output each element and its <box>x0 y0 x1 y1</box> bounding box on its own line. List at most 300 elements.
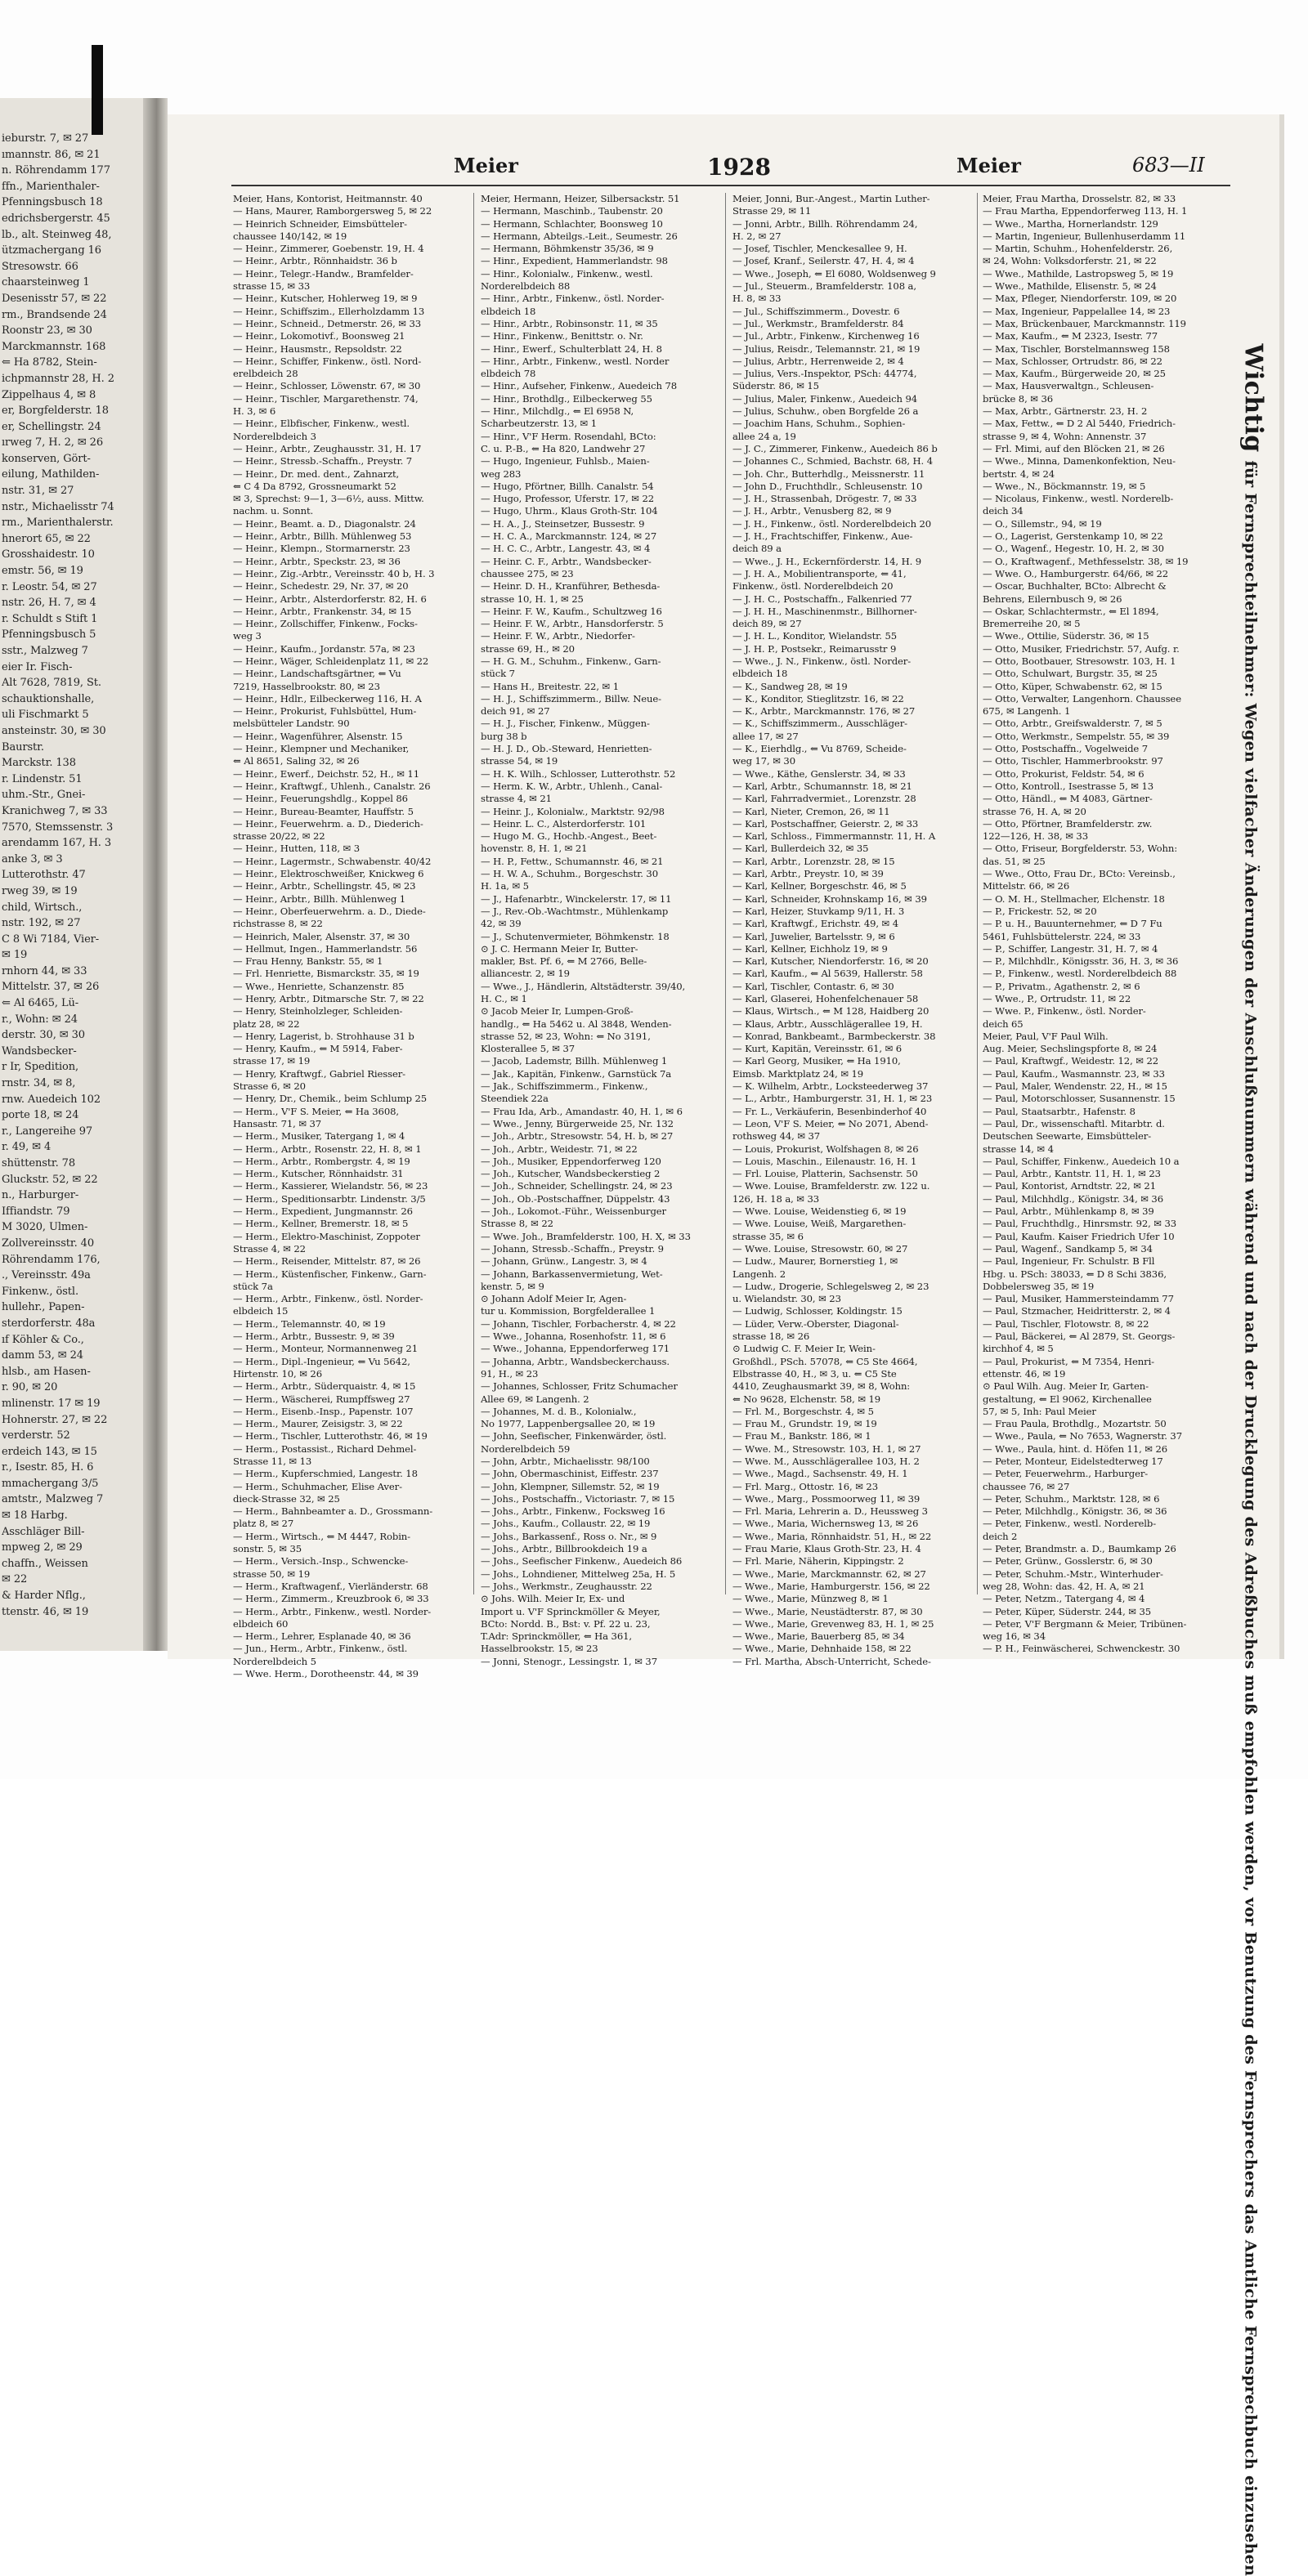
directory-entry-line: — Heinr., Hdlr., Eilbeckerweg 116, H. A <box>233 692 422 704</box>
left-page-line: Finkenw., östl. <box>2 1285 78 1298</box>
left-page-line: ichpmannstr 28, H. 2 <box>2 372 114 385</box>
left-page-line: Desenisstr 57, ✉ 22 <box>2 292 107 305</box>
directory-entry-line: — K., Eierhdlg., ⇐ Vu 8769, Scheide- <box>732 743 907 755</box>
directory-entry-line: — H. J. D., Ob.-Steward, Henrietten- <box>481 743 652 755</box>
directory-entry-line: 57, ✉ 5, Inh: Paul Meier <box>983 1405 1096 1417</box>
directory-entry-line: — Herm., Versich.-Insp., Schwencke- <box>233 1555 409 1568</box>
directory-entry-line: Bremerreihe 20, ✉ 5 <box>983 618 1081 630</box>
directory-entry-line: ⇐ Al 8651, Saling 32, ✉ 26 <box>233 755 360 767</box>
directory-entry-line: — Jul., Schiffszimmerm., Dovestr. 6 <box>732 305 900 317</box>
directory-entry-line: — Herm., V'F S. Meier, ⇐ Ha 3608, <box>233 1105 399 1117</box>
directory-entry-line: — Heinr., Kaufm., Jordanstr. 57a, ✉ 23 <box>233 642 415 655</box>
directory-entry-line: — Max, Arbtr., Gärtnerstr. 23, H. 2 <box>983 405 1148 418</box>
directory-entry-line: — Heinr., Telegr.-Handw., Bramfelder- <box>233 267 414 280</box>
directory-entry-line: — Herm., Wirtsch., ⇐ M 4447, Robin- <box>233 1530 410 1542</box>
directory-entry-line: — Herm., Kellner, Bremerstr. 18, ✉ 5 <box>233 1218 409 1230</box>
directory-entry-line: — Max, Schlosser, Ortrudstr. 86, ✉ 22 <box>983 355 1162 367</box>
left-page-line: er, Borgfelderstr. 18 <box>2 405 109 418</box>
directory-entry-line: — Wwe., Joseph, ⇐ El 6080, Woldsenweg 9 <box>732 267 936 280</box>
directory-entry-line: — Frl. Marg., Ottostr. 16, ✉ 23 <box>732 1480 878 1492</box>
directory-entry-line: — Joh., Arbtr., Stresowstr. 54, H. b, ✉ 27 <box>481 1130 674 1143</box>
directory-entry-line: — J., Schutenvermieter, Böhmkenstr. 18 <box>481 930 670 942</box>
directory-entry-line: strasse 50, ✉ 19 <box>233 1568 311 1580</box>
directory-entry-line: u. Wielandstr. 30, ✉ 23 <box>732 1293 841 1305</box>
directory-entry-line: erelbdeich 28 <box>233 368 298 380</box>
directory-entry-line: — Klaus, Wirtsch., ⇐ M 128, Haidberg 20 <box>732 1005 929 1017</box>
directory-entry-line: — Henry, Lagerist, b. Strohhause 31 b <box>233 1030 414 1042</box>
left-page-line: Zippelhaus 4, ✉ 8 <box>2 388 96 401</box>
left-page-line: verderstr. 52 <box>2 1429 70 1442</box>
directory-entry-line: — Frl. M., Borgeschstr. 4, ✉ 5 <box>732 1405 874 1417</box>
left-page-line: Baurstr. <box>2 740 44 754</box>
directory-entry-line: — Karl, Arbtr., Preystr. 10, ✉ 39 <box>732 868 884 880</box>
directory-entry-line: strasse 14, ✉ 4 <box>983 1143 1054 1155</box>
directory-entry-line: — Paul, Maler, Wendenstr. 22, H., ✉ 15 <box>983 1080 1167 1093</box>
directory-entry-line: — Otto, Friseur, Borgfelderstr. 53, Wohn: <box>983 843 1178 855</box>
directory-entry-line: — Herm., Dipl.-Ingenieur, ⇐ Vu 5642, <box>233 1355 410 1367</box>
directory-entry-line: — Peter, Brandmstr. a. D., Baumkamp 26 <box>983 1543 1176 1555</box>
directory-entry-line: Hansastr. 71, ✉ 37 <box>233 1117 322 1129</box>
directory-entry-line: nachm. u. Sonnt. <box>233 505 314 517</box>
left-page-line: ützmachergang 16 <box>2 244 101 257</box>
directory-entry-line: — P., Milchhdlr., Königsstr. 36, H. 3, ✉ 36 <box>983 955 1179 968</box>
directory-entry-line: 42, ✉ 39 <box>481 918 522 930</box>
left-page-line: n. Röhrendamm 177 <box>2 164 110 177</box>
directory-entry-line: — Frl. Mimi, auf den Blöcken 21, ✉ 26 <box>983 442 1165 454</box>
left-page-line: & Harder Nflg., <box>2 1590 86 1603</box>
directory-entry-line: — J., Hafenarbtr., Winckelerstr. 17, ✉ 11 <box>481 892 672 905</box>
directory-entry-line: — Max, Brückenbauer, Marckmannstr. 119 <box>983 317 1186 329</box>
directory-entry-line: deich 91, ✉ 27 <box>481 705 550 718</box>
directory-entry-line: — Joh., Lokomot.-Führ., Weissenburger <box>481 1205 666 1218</box>
left-page-line: Wandsbecker- <box>2 1044 77 1058</box>
left-page-line: ffn., Marienthaler- <box>2 180 100 193</box>
column-divider <box>977 193 978 1594</box>
directory-entry-line: — Heinrich, Maler, Alsenstr. 37, ✉ 30 <box>233 930 410 942</box>
directory-entry-line: stück 7a <box>233 1280 273 1292</box>
left-page-line: shüttenstr. 78 <box>2 1157 76 1169</box>
directory-entry-line: — Jak., Schiffszimmerm., Finkenw., <box>481 1080 648 1093</box>
directory-entry-line: — Kurt, Kapitän, Vereinsstr. 61, ✉ 6 <box>732 1043 903 1055</box>
directory-entry-line: — Herm., Kassierer, Wielandstr. 56, ✉ 23 <box>233 1180 428 1192</box>
left-page-line: chaarsteinweg 1 <box>2 276 90 289</box>
directory-entry-line: Süderstr. 86, ✉ 15 <box>732 380 819 392</box>
directory-entry-line: — K. Wilhelm, Arbtr., Locksteederweg 37 <box>732 1080 929 1093</box>
directory-entry-line: — Peter, Schuhm., Marktstr. 128, ✉ 6 <box>983 1492 1160 1505</box>
directory-entry-line: — Heinr., Kraftwgf., Uhlenh., Canalstr. 26 <box>233 780 431 792</box>
directory-entry-line: — Heinr., Arbtr., Schellingstr. 45, ✉ 23 <box>233 880 416 892</box>
directory-entry-line: — Otto, Musiker, Friedrichstr. 57, Aufg. r. <box>983 642 1180 655</box>
directory-entry-line: — Wwe., Henriette, Schanzenstr. 85 <box>233 980 405 992</box>
directory-entry-line: No 1977, Lappenbergsallee 20, ✉ 19 <box>481 1418 656 1430</box>
directory-entry-line: — Peter, Monteur, Eidelstedterweg 17 <box>983 1455 1163 1467</box>
directory-entry-line: — Johannes C., Schmied, Bachstr. 68, H. 4 <box>732 455 934 467</box>
directory-entry-line: — Wwe. Louise, Stresowstr. 60, ✉ 27 <box>732 1242 908 1254</box>
directory-entry-line: — Hugo, Professor, Uferstr. 17, ✉ 22 <box>481 493 655 505</box>
directory-entry-line: — Heinr., Lagermstr., Schwabenstr. 40/42 <box>233 855 432 867</box>
directory-entry-line: — Wwe. Louise, Weidenstieg 6, ✉ 19 <box>732 1205 907 1218</box>
directory-entry-line: — Hinr., Kolonialw., Finkenw., westl. <box>481 267 653 280</box>
directory-entry-line: — Wwe., Maria, Wichernsweg 13, ✉ 26 <box>732 1518 919 1530</box>
left-page-line: Marckstr. 138 <box>2 757 76 770</box>
left-page-line: konserven, Gört- <box>2 452 91 465</box>
directory-entry-line: — Hugo, Ingenieur, Fuhlsb., Maien- <box>481 455 650 467</box>
directory-entry-line: — Otto, Arbtr., Greifswalderstr. 7, ✉ 5 <box>983 718 1162 730</box>
left-page-line: emstr. 56, ✉ 19 <box>2 565 83 578</box>
left-page-line: ttenstr. 46, ✉ 19 <box>2 1605 89 1618</box>
directory-entry-line: — Heinr., Hausmstr., Repsoldstr. 22 <box>233 342 402 355</box>
directory-entry-line: — Johannes, Schlosser, Fritz Schumacher <box>481 1380 678 1393</box>
directory-entry-line: — Heinr., Schneid., Detmerstr. 26, ✉ 33 <box>233 317 422 329</box>
left-page-fragment <box>0 98 143 1651</box>
directory-entry-line: — Paul, Musiker, Hammersteindamm 77 <box>983 1293 1174 1305</box>
directory-entry-line: — Heinr., Zollschiffer, Finkenw., Focks- <box>233 618 418 630</box>
left-page-line: eilung, Mathilden- <box>2 468 100 481</box>
left-page-line: ., Vereinsstr. 49a <box>2 1269 91 1282</box>
column-divider <box>725 193 726 1594</box>
directory-entry-line: — J. H. C., Postschaffn., Falkenried 77 <box>732 593 912 605</box>
directory-entry-line: — Wwe. Joh., Bramfelderstr. 100, H. X, ✉ 33 <box>481 1230 691 1242</box>
directory-entry-line: — Joh., Kutscher, Wandsbeckerstieg 2 <box>481 1168 661 1180</box>
page-number: 683—II <box>1132 154 1205 177</box>
directory-entry-line: strasse 35, ✉ 6 <box>732 1230 804 1242</box>
directory-entry-line: Meier, Hermann, Heizer, Silbersackstr. 51 <box>481 193 680 204</box>
directory-entry-line: 126, H. 18 a, ✉ 33 <box>732 1192 820 1205</box>
directory-entry-line: — Johs., Kaufm., Collaustr. 22, ✉ 19 <box>481 1518 651 1530</box>
directory-entry-line: BCto: Nordd. B., Bst: v. Pf. 22 u. 23, <box>481 1617 651 1630</box>
directory-entry-line: — K., Arbtr., Marckmannstr. 176, ✉ 27 <box>732 705 916 718</box>
left-page-column <box>2 131 141 1620</box>
directory-entry-line: — John, Arbtr., Michaelisstr. 98/100 <box>481 1455 650 1467</box>
directory-entry-line: — Wwe. M., Ausschlägerallee 103, H. 2 <box>732 1455 920 1467</box>
directory-entry-line: — Heinr., Schiffszim., Ellerholzdamm 13 <box>233 305 425 317</box>
directory-entry-line: strasse 15, ✉ 33 <box>233 280 311 293</box>
directory-entry-line: — Herm., Musiker, Tatergang 1, ✉ 4 <box>233 1130 405 1143</box>
directory-entry-line: — Karl, Kraftwgf., Erichstr. 49, ✉ 4 <box>732 918 899 930</box>
directory-entry-line: — Johs., Arbtr., Finkenw., Focksweg 16 <box>481 1505 665 1518</box>
directory-entry-line: — Henry, Kaufm., ⇐ M 5914, Faber- <box>233 1043 403 1055</box>
directory-entry-line: — Johs., Seefischer Finkenw., Auedeich 86 <box>481 1555 683 1568</box>
directory-entry-line: elbdeich 78 <box>481 368 536 380</box>
directory-entry-line: — J. H., Strassenbah, Drögestr. 7, ✉ 33 <box>732 493 917 505</box>
directory-entry-line: ⊙ J. C. Hermann Meier Ir, Butter- <box>481 942 638 955</box>
directory-entry-line: — Herm., Arbtr., Rombergstr. 4, ✉ 19 <box>233 1155 410 1167</box>
directory-entry-line: — Max, Fettw., ⇐ D 2 Al 5440, Friedrich- <box>983 418 1176 430</box>
directory-entry-line: — Max, Hausverwaltgn., Schleusen- <box>983 380 1154 392</box>
left-page-line: r., Wohn: ✉ 24 <box>2 1013 78 1026</box>
directory-entry-line: — Oskar, Schlachtermstr., ⇐ El 1894, <box>983 605 1159 617</box>
directory-entry-line: — Herm., Postassist., Richard Dehmel- <box>233 1442 417 1455</box>
directory-entry-line: — Frl. Henriette, Bismarckstr. 35, ✉ 19 <box>233 968 419 980</box>
directory-entry-line: — Johs., Lohndiener, Mittelweg 25a, H. 5 <box>481 1568 676 1580</box>
directory-entry-line: — H. J., Fischer, Finkenw., Müggen- <box>481 718 650 730</box>
directory-entry-line: — Karl, Arbtr., Lorenzstr. 28, ✉ 15 <box>732 855 895 867</box>
directory-entry-line: 5461, Fuhlsbüttelerstr. 224, ✉ 33 <box>983 930 1141 942</box>
directory-entry-line: — Karl, Schloss., Fimmermannstr. 11, H. A <box>732 830 936 843</box>
directory-entry-line: — Wwe., Jenny, Bürgerweide 25, Nr. 132 <box>481 1117 674 1129</box>
left-page-line: ⇐ Al 6465, Lü- <box>2 997 79 1010</box>
directory-entry-line: Norderelbdeich 5 <box>233 1655 316 1667</box>
directory-entry-line: — Paul, Staatsarbtr., Hafenstr. 8 <box>983 1105 1136 1117</box>
directory-entry-line: strasse 17, ✉ 19 <box>233 1055 311 1067</box>
left-page-line: nstr. 31, ✉ 27 <box>2 485 74 498</box>
left-page-line: arendamm 167, H. 3 <box>2 837 112 850</box>
directory-entry-line: — Karl, Tischler, Contastr. 6, ✉ 30 <box>732 980 894 992</box>
directory-entry-line: — Wwe., Minna, Damenkonfektion, Neu- <box>983 455 1176 467</box>
directory-entry-line: — H. J., Schiffszimmerm., Billw. Neue- <box>481 692 661 704</box>
directory-entry-line: — Wwe., Marie, Marckmannstr. 62, ✉ 27 <box>732 1568 926 1580</box>
directory-entry-line: — Wwe. Louise, Bramfelderstr. zw. 122 u. <box>732 1180 930 1192</box>
directory-entry-line: — L., Arbtr., Hamburgerstr. 31, H. 1, ✉ 23 <box>732 1093 933 1105</box>
left-page-line: eier Ir. Fisch- <box>2 660 73 673</box>
directory-entry-line: — Paul, Arbtr., Mühlenkamp 8, ✉ 39 <box>983 1205 1154 1218</box>
directory-entry-line: gestaltung, ⇐ El 9062, Kirchenallee <box>983 1393 1152 1405</box>
directory-entry-line: elbdeich 60 <box>233 1617 289 1630</box>
left-page-line: r., Isestr. 85, H. 6 <box>2 1461 94 1474</box>
directory-entry-line: ⇐ C 4 Da 8792, Grossneumarkt 52 <box>233 480 396 492</box>
directory-entry-line: — Heinr., Elektroschweißer, Knickweg 6 <box>233 868 424 880</box>
directory-entry-line: Eimsb. Marktplatz 24, ✉ 19 <box>732 1067 864 1080</box>
left-page-line: sterdorferstr. 48a <box>2 1317 96 1330</box>
directory-entry-line: — Heinr., Hutten, 118, ✉ 3 <box>233 843 361 855</box>
directory-entry-line: — Hinr., Arbtr., Finkenw., westl. Norder <box>481 355 670 367</box>
left-page-line: mmachergang 3/5 <box>2 1477 99 1490</box>
directory-entry-line: ⊙ Johs. Wilh. Meier Ir, Ex- und <box>481 1593 625 1605</box>
directory-entry-line: Strasse 29, ✉ 11 <box>732 205 812 217</box>
directory-entry-line: — Louis, Maschin., Eilenaustr. 16, H. 1 <box>732 1155 917 1167</box>
directory-entry-line: — Herm., Monteur, Normannenweg 21 <box>233 1343 418 1355</box>
left-page-line: r. 49, ✉ 4 <box>2 1141 52 1154</box>
directory-entry-line: weg 283 <box>481 467 522 480</box>
directory-entry-line: — Heinrich Schneider, Eimsbütteler- <box>233 217 407 230</box>
left-page-line: Zollvereinsstr. 40 <box>2 1237 95 1250</box>
directory-entry-line: — Herm., Arbtr., Rosenstr. 22, H. 8, ✉ 1 <box>233 1143 422 1155</box>
directory-entry-line: — P., Finkenw., westl. Norderelbdeich 88 <box>983 968 1177 980</box>
side-notice-body: für Fernsprechteilnehmer: Wegen vielfacher Änderungen der Anschlußnummern während und nach der Drucklegung des Adreßbuches muß empfohlen werden, vor Benutzung des Fernsprechers das Amtliche Fernsprechbuch einzusehen <box>1241 460 1260 2576</box>
directory-entry-line: — Hellmut, Ingen., Hammerlandstr. 56 <box>233 942 418 955</box>
directory-entry-line: — Herm., Arbtr., Finkenw., westl. Norder- <box>233 1605 432 1617</box>
directory-entry-line: chaussee 76, ✉ 27 <box>983 1480 1070 1492</box>
directory-entry-line: — Jak., Kapitän, Finkenw., Garnstück 7a <box>481 1067 672 1080</box>
left-page-line: rweg 39, ✉ 19 <box>2 884 78 897</box>
directory-entry-line: — Karl, Heizer, Stuvkamp 9/11, H. 3 <box>732 905 905 917</box>
directory-entry-line: — Otto, Werkmstr., Sempelstr. 55, ✉ 39 <box>983 730 1170 742</box>
directory-entry-line: strasse 4, ✉ 21 <box>481 793 552 805</box>
directory-entry-line: — Wwe., P., Ortrudstr. 11, ✉ 22 <box>983 993 1131 1004</box>
directory-entry-line: — Frau Henny, Bankstr. 55, ✉ 1 <box>233 955 383 968</box>
directory-entry-line: — H. W. A., Schuhm., Borgeschstr. 30 <box>481 868 658 880</box>
directory-entry-line: — Jul., Werkmstr., Bramfelderstr. 84 <box>732 317 904 329</box>
directory-entry-line: — Heinr., Lokomotivf., Boonsweg 21 <box>233 330 405 342</box>
directory-entry-line: allee 24 a, 19 <box>732 430 796 442</box>
directory-entry-line: — Jul., Arbtr., Finkenw., Kirchenweg 16 <box>732 330 920 342</box>
left-page-line: Asschläger Bill- <box>2 1525 85 1538</box>
header-year: 1928 <box>707 154 771 181</box>
directory-entry-line: — Johann, Tischler, Forbacherstr. 4, ✉ 22 <box>481 1317 676 1330</box>
directory-entry-line: — Hinr., Aufseher, Finkenw., Auedeich 78 <box>481 380 678 392</box>
directory-entry-line: Strasse 8, ✉ 22 <box>481 1218 553 1230</box>
directory-entry-line: — Henry, Steinholzleger, Schleiden- <box>233 1005 403 1017</box>
directory-entry-line: — Paul, Fruchthdlg., Hinrsmstr. 92, ✉ 33 <box>983 1218 1177 1230</box>
directory-entry-line: — Johs., Barkassenf., Ross o. Nr., ✉ 9 <box>481 1530 657 1542</box>
directory-entry-line: — Karl, Glaserei, Hohenfelchenauer 58 <box>732 993 919 1004</box>
directory-entry-line: H. 3, ✉ 6 <box>233 405 276 418</box>
directory-entry-line: — Fr. L., Verkäuferin, Besenbinderhof 40 <box>732 1105 927 1117</box>
directory-entry-line: deich 34 <box>983 505 1024 517</box>
left-page-line: nstr., Michaelisstr 74 <box>2 500 114 513</box>
left-page-line: mlinenstr. 17 ✉ 19 <box>2 1397 101 1410</box>
directory-entry-line: — Hinr., Finkenw., Benittstr. o. Nr. <box>481 330 643 342</box>
directory-entry-line: — Peter, Finkenw., westl. Norderelb- <box>983 1518 1157 1530</box>
directory-entry-line: — Wwe., J., Händlerin, Altstädterstr. 39/40, <box>481 980 686 992</box>
directory-entry-line: — Martin, Schuhm., Hohenfelderstr. 26, <box>983 243 1173 255</box>
directory-entry-line: — Heinr., Schlosser, Löwenstr. 67, ✉ 30 <box>233 380 421 392</box>
directory-entry-line: ✉ 3, Sprechst: 9—1, 3—6½, auss. Mittw. <box>233 493 424 505</box>
column-divider <box>473 193 474 1594</box>
left-page-line: r., Langereihe 97 <box>2 1125 93 1138</box>
left-page-line: chaffn., Weissen <box>2 1557 88 1570</box>
directory-entry-line: — Herm., Eisenb.-Insp., Papenstr. 107 <box>233 1405 414 1417</box>
directory-entry-line: — Max, Kaufm., ⇐ M 2323, Isestr. 77 <box>983 330 1158 342</box>
directory-entry-line: strasse 10, H. 1, ✉ 25 <box>481 593 584 605</box>
directory-entry-line: — Herm., Wäscherei, Rumpffsweg 27 <box>233 1393 410 1405</box>
directory-entry-line: sonstr. 5, ✉ 35 <box>233 1543 302 1555</box>
directory-entry-line: das. 51, ✉ 25 <box>983 855 1046 867</box>
directory-entry-line: — Frl. Louise, Platterin, Sachsenstr. 50 <box>732 1168 918 1180</box>
side-notice <box>1226 343 1268 2576</box>
left-page-line: ırweg 7, H. 2, ✉ 26 <box>2 436 103 449</box>
directory-entry-line: H. C., ✉ 1 <box>481 993 527 1004</box>
directory-entry-line: — Joh. Chr., Butterhdlg., Meissnerstr. 11 <box>732 467 925 480</box>
directory-entry-line: — Joachim Hans, Schuhm., Sophien- <box>732 418 906 430</box>
directory-entry-line: — J. H. P., Postsekr., Reimarusstr 9 <box>732 642 897 655</box>
directory-entry-line: ⊙ Ludwig C. F. Meier Ir, Wein- <box>732 1343 876 1355</box>
directory-entry-line: tur u. Kommission, Borgfelderallee 1 <box>481 1305 656 1317</box>
directory-entry-line: alliancestr. 2, ✉ 19 <box>481 968 570 980</box>
directory-entry-line: — K., Schiffszimmerm., Ausschläger- <box>732 718 907 730</box>
directory-entry-line: — Max, Kaufm., Bürgerweide 20, ✉ 25 <box>983 368 1166 380</box>
directory-entry-line: — Konrad, Bankbeamt., Barmbeckerstr. 38 <box>732 1030 936 1042</box>
directory-entry-line: Großhdl., PSch. 57078, ⇐ C5 Ste 4664, <box>732 1355 918 1367</box>
directory-entry-line: — Henry, Dr., Chemik., beim Schlump 25 <box>233 1093 428 1105</box>
left-page-line: r Ir, Spedition, <box>2 1061 79 1074</box>
directory-entry-line: — Paul, Wagenf., Sandkamp 5, ✉ 34 <box>983 1242 1153 1254</box>
binding-shadow <box>92 45 103 135</box>
left-page-line: uli Fischmarkt 5 <box>2 709 89 722</box>
directory-entry-line: Meier, Hans, Kontorist, Heitmannstr. 40 <box>233 193 423 204</box>
directory-entry-line: weg 16, ✉ 34 <box>983 1630 1046 1643</box>
directory-entry-line: 7219, Hasselbrookstr. 80, ✉ 23 <box>233 680 380 692</box>
directory-entry-line: deich 89, ✉ 27 <box>732 618 802 630</box>
directory-entry-line: — Karl, Kutscher, Niendorferstr. 16, ✉ 20 <box>732 955 929 968</box>
directory-entry-line: strasse 18, ✉ 26 <box>732 1330 810 1343</box>
directory-entry-line: — Herm., Expedient, Jungmannstr. 26 <box>233 1205 413 1218</box>
directory-entry-line: — H. G. M., Schuhm., Finkenw., Garn- <box>481 655 661 667</box>
directory-entry-line: — Herm., Schuhmacher, Elise Aver- <box>233 1480 402 1492</box>
directory-entry-line: — Wwe., Johanna, Rosenhofstr. 11, ✉ 6 <box>481 1330 666 1343</box>
directory-entry-line: — Heinr., Arbtr., Frankenstr. 34, ✉ 15 <box>233 605 412 617</box>
directory-entry-line: — Karl, Juwelier, Bartelsstr. 9, ✉ 6 <box>732 930 895 942</box>
directory-entry-line: — Peter, Feuerwehrm., Harburger- <box>983 1468 1149 1480</box>
left-page-line: Iffiandstr. 79 <box>2 1205 70 1218</box>
directory-entry-line: — Joh., Schneider, Schellingstr. 24, ✉ 23 <box>481 1180 673 1192</box>
directory-entry-line: — Wwe., Magd., Sachsenstr. 49, H. 1 <box>732 1468 908 1480</box>
directory-entry-line: — Karl, Arbtr., Schumannstr. 18, ✉ 21 <box>732 780 912 792</box>
left-page-line: amtstr., Malzweg 7 <box>2 1493 104 1506</box>
left-page-line: ıf Köhler & Co., <box>2 1333 84 1346</box>
left-page-line: Lutterothstr. 47 <box>2 869 86 882</box>
directory-entry-line: — Max, Ingenieur, Pappelallee 14, ✉ 23 <box>983 305 1171 317</box>
directory-entry-line: platz 8, ✉ 27 <box>233 1518 294 1530</box>
directory-entry-line: — Otto, Prokurist, Feldstr. 54, ✉ 6 <box>983 767 1144 780</box>
directory-entry-line: — Wwe., Käthe, Genslerstr. 34, ✉ 33 <box>732 767 906 780</box>
directory-entry-line: Deutschen Seewarte, Eimsbütteler- <box>983 1130 1152 1143</box>
directory-entry-line: — K., Sandweg 28, ✉ 19 <box>732 680 848 692</box>
directory-entry-line: — H. P., Fettw., Schumannstr. 46, ✉ 21 <box>481 855 664 867</box>
directory-entry-line: — Wwe., Martha, Hornerlandstr. 129 <box>983 217 1158 230</box>
directory-entry-line: Norderelbdeich 3 <box>233 430 316 442</box>
directory-entry-line: T.Adr: Sprinckmöller, ⇐ Ha 361, <box>481 1630 632 1643</box>
directory-entry-line: — Oscar, Buchhalter, BCto: Albrecht & <box>983 580 1167 593</box>
directory-entry-line: — P., Frickestr. 52, ✉ 20 <box>983 905 1097 917</box>
directory-entry-line: — Leon, V'F S. Meier, ⇐ No 2071, Abend- <box>732 1117 929 1129</box>
directory-entry-line: — Herm., Küstenfischer, Finkenw., Garn- <box>233 1268 427 1280</box>
left-page-line: derstr. 30, ✉ 30 <box>2 1029 85 1042</box>
directory-entry-line: Strasse 6, ✉ 20 <box>233 1080 306 1093</box>
directory-entry-line: — Wwe. O., Hamburgerstr. 64/66, ✉ 22 <box>983 567 1169 579</box>
directory-entry-line: — Wwe. Louise, Weiß, Margarethen- <box>732 1218 907 1230</box>
directory-entry-line: — Frau Marie, Klaus Groth-Str. 23, H. 4 <box>732 1543 921 1555</box>
left-page-line: nstr. 26, H. 7, ✉ 4 <box>2 597 96 610</box>
directory-entry-line: strasse 20/22, ✉ 22 <box>233 830 325 843</box>
directory-entry-line: Strasse 4, ✉ 22 <box>233 1242 306 1254</box>
directory-entry-line: — Julius, Maler, Finkenw., Auedeich 94 <box>732 392 918 405</box>
directory-entry-line: — P., Schiffer, Langestr. 31, H. 7, ✉ 4 <box>983 942 1158 955</box>
directory-entry-line: — Heinr., Arbtr., Alsterdorferstr. 82, H. 6 <box>233 593 427 605</box>
directory-entry-line: — Klaus, Arbtr., Ausschlägerallee 19, H. <box>732 1017 923 1030</box>
left-page-line: Roonstr 23, ✉ 30 <box>2 324 92 338</box>
directory-entry-line: H. 8, ✉ 33 <box>732 293 782 305</box>
directory-entry-line: — Wwe., Marie, Dehnhaide 158, ✉ 22 <box>732 1643 912 1655</box>
left-page-line: edrichsbergerstr. 45 <box>2 212 110 225</box>
left-page-line: Röhrendamm 176, <box>2 1253 101 1266</box>
directory-entry-line: — Jacob, Lademstr, Billh. Mühlenweg 1 <box>481 1055 668 1067</box>
directory-entry-line: — Heinr., Arbtr., Speckstr. 23, ✉ 36 <box>233 555 401 567</box>
left-page-line: ✉ 19 <box>2 949 28 962</box>
directory-entry-line: — Wwe., Marg., Possmoorweg 11, ✉ 39 <box>732 1492 921 1505</box>
directory-entry-line: — Wwe., N., Böckmannstr. 19, ✉ 5 <box>983 480 1146 492</box>
directory-entry-line: — Heinr., Elbfischer, Finkenw., westl. <box>233 418 410 430</box>
directory-entry-line: — Frl. Marie, Näherin, Kippingstr. 2 <box>732 1555 904 1568</box>
directory-entry-line: weg 28, Wohn: das. 42, H. A, ✉ 21 <box>983 1580 1145 1592</box>
directory-entry-line: H. 2, ✉ 27 <box>732 230 782 242</box>
directory-entry-line: — Wwe., Marie, Bauerberg 85, ✉ 34 <box>732 1630 905 1643</box>
directory-entry-line: Elbstrasse 40, H., ✉ 3, u. ⇐ C5 Ste <box>732 1367 897 1380</box>
directory-entry-line: Strasse 11, ✉ 13 <box>233 1455 312 1467</box>
directory-entry-line: stück 7 <box>481 668 515 680</box>
directory-entry-line: bertstr. 4, ✉ 24 <box>983 467 1055 480</box>
header-right-name: Meier <box>956 154 1021 177</box>
directory-entry-line: — Wwe. M., Stresowstr. 103, H. 1, ✉ 27 <box>732 1442 921 1455</box>
directory-entry-line: — Peter, Netzm., Tatergang 4, ✉ 4 <box>983 1593 1145 1605</box>
directory-entry-line: — Johann, Grünw., Langestr. 3, ✉ 4 <box>481 1255 647 1268</box>
left-page-line: C 8 Wi 7184, Vier- <box>2 932 100 946</box>
directory-entry-line: — Heinr. J., Kolonialw., Marktstr. 92/98 <box>481 805 665 817</box>
directory-entry-line: — Karl, Kellner, Eichholz 19, ✉ 9 <box>732 942 888 955</box>
directory-entry-line: — Herm., Arbtr., Süderquaistr. 4, ✉ 15 <box>233 1380 416 1393</box>
directory-entry-line: — Heinr., Wäger, Schleidenplatz 11, ✉ 22 <box>233 655 429 667</box>
directory-entry-line: ⊙ Jacob Meier Ir, Lumpen-Groß- <box>481 1005 634 1017</box>
